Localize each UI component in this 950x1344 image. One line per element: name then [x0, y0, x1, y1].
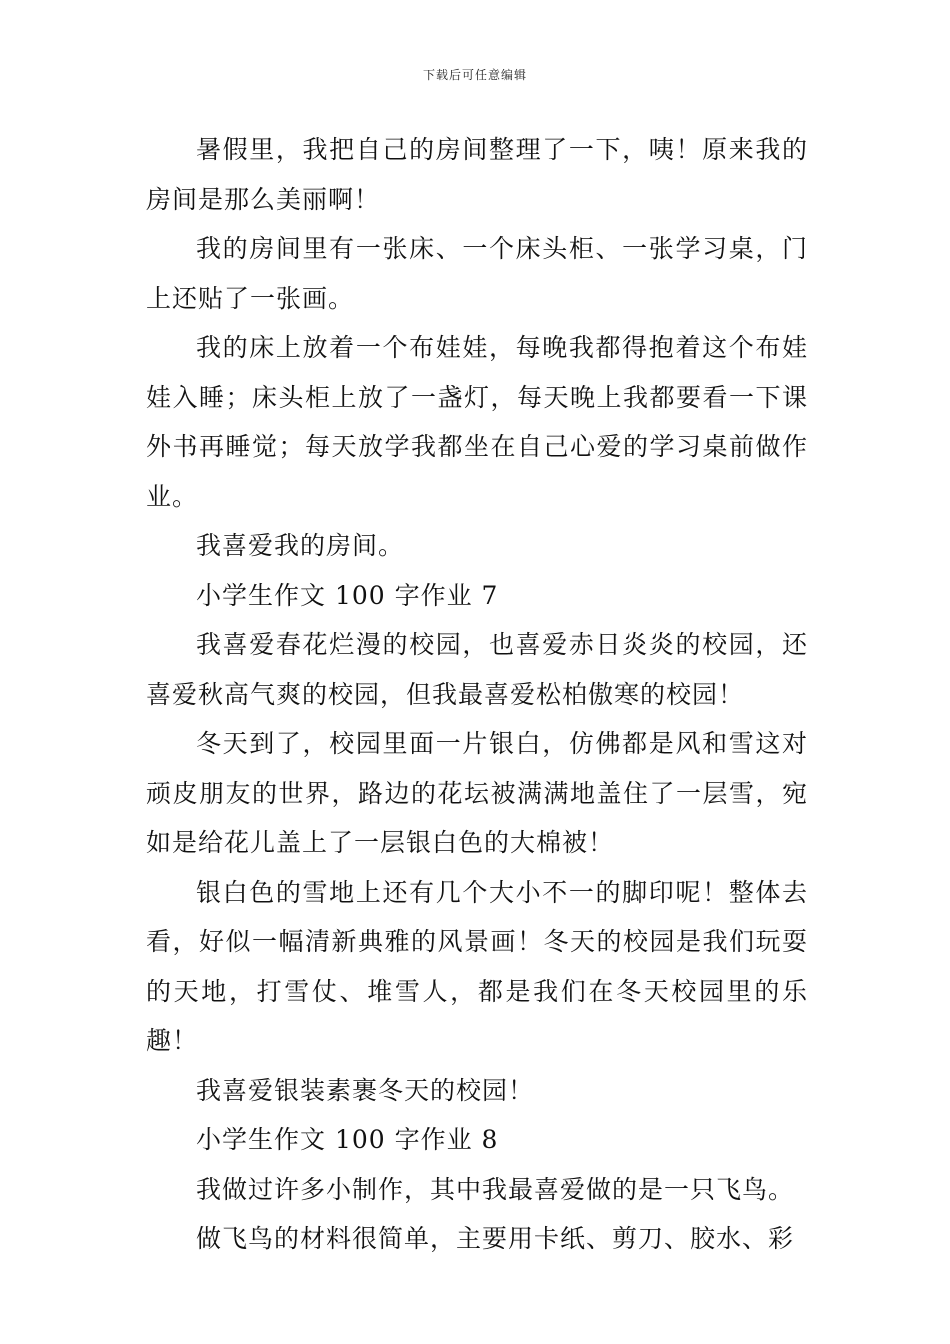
paragraph: 暑假里，我把自己的房间整理了一下，咦！原来我的房间是那么美丽啊！ — [146, 135, 808, 214]
essay-heading: 小学生作文 100 字作业 7 — [196, 580, 499, 610]
paragraph: 我的床上放着一个布娃娃，每晚我都得抱着这个布娃娃入睡；床头柜上放了一盏灯，每天晚上我都要看一下课外书再睡觉；每天放学我都坐在自己心爱的学习桌前做作业。 — [146, 333, 808, 511]
paragraph: 我喜爱我的房间。 — [196, 531, 405, 560]
paragraph: 我喜爱春花烂漫的校园，也喜爱赤日炎炎的校园，还喜爱秋高气爽的校园，但我最喜爱松柏傲寒的校园！ — [146, 630, 808, 709]
paragraph: 我做过许多小制作，其中我最喜爱做的是一只飞鸟。 — [196, 1174, 795, 1204]
header-note: 下载后可任意编辑 — [422, 68, 527, 82]
paragraph: 做飞鸟的材料很简单，主要用卡纸、剪刀、胶水、彩 — [196, 1224, 795, 1253]
essay-body — [146, 125, 808, 1264]
paragraph: 冬天到了，校园里面一片银白，仿佛都是风和雪这对顽皮朋友的世界，路边的花坛被满满地盖住了一层雪，宛如是给花儿盖上了一层银白色的大棉被！ — [146, 729, 808, 857]
essay-heading: 小学生作文 100 字作业 8 — [196, 1125, 499, 1154]
paragraph: 我喜爱银装素裹冬天的校园！ — [196, 1075, 535, 1105]
paragraph: 我的房间里有一张床、一个床头柜、一张学习桌，门上还贴了一张画。 — [146, 234, 808, 313]
paragraph: 银白色的雪地上还有几个大小不一的脚印呢！整体去看，好似一幅清新典雅的风景画！冬天的校园是我们玩耍的天地，打雪仗、堆雪人，都是我们在冬天校园里的乐趣！ — [146, 877, 808, 1055]
